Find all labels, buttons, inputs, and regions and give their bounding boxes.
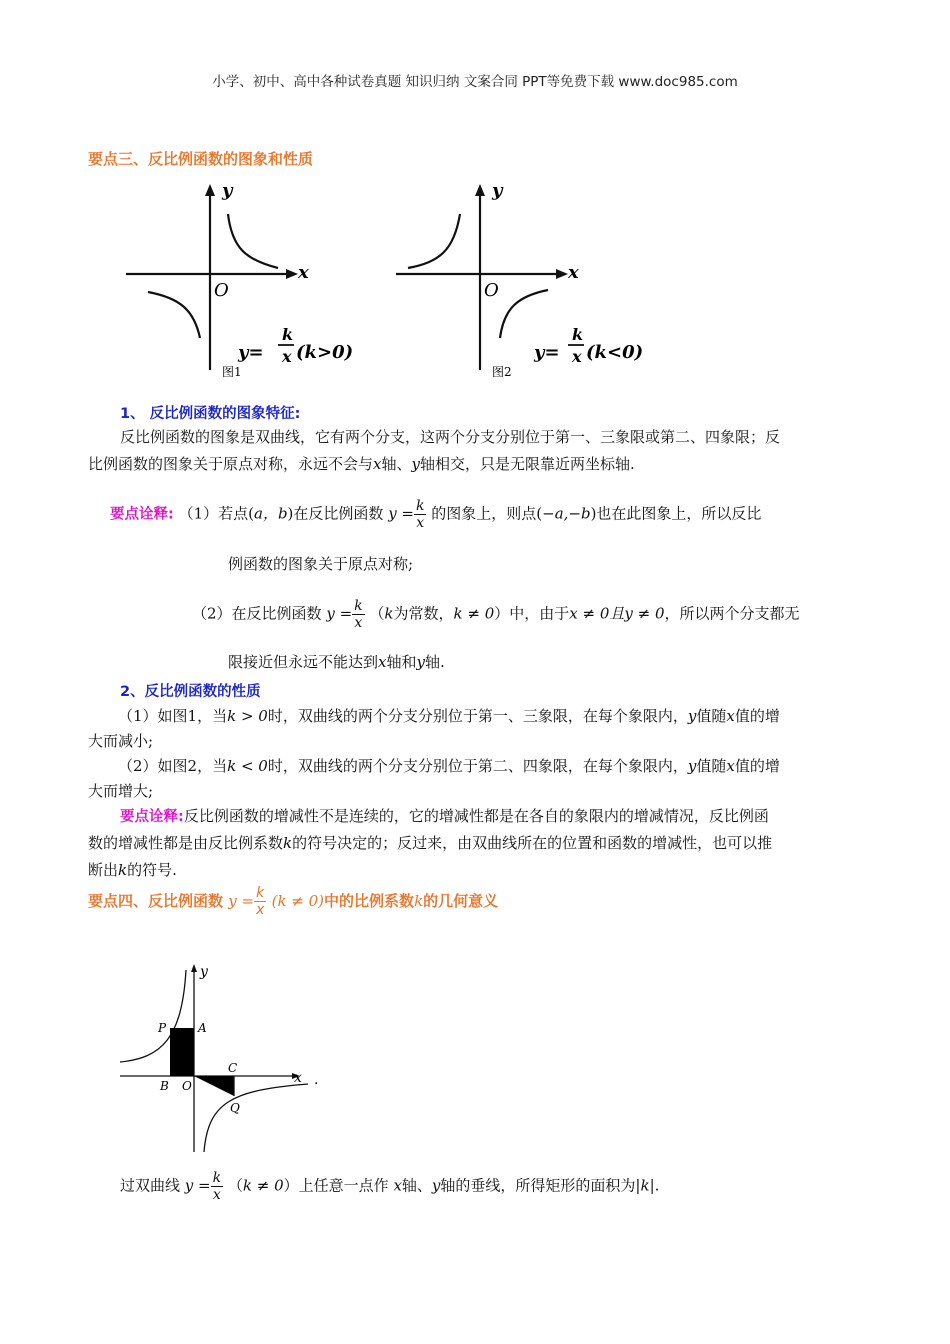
fig3-A-label: A [198, 1021, 207, 1035]
note1-paragraph2-cont: 限接近但永远不能达到x轴和y轴. [228, 653, 445, 671]
note1-fraction: $\frac{k}{x}$ [416, 498, 425, 531]
section4-caption: 过双曲线 y = $\frac{k}{x}$ （k ≠ 0）上任意一点作 x轴、y轴的垂线，所得矩形的面积为|k|. [120, 1170, 660, 1203]
figure-1-hyperbola-k-positive [118, 178, 368, 378]
section4-title: 要点四、反比例函数 y = $\frac{k}{x}$ (k ≠ 0)中的比例系数k的几何意义 [88, 885, 499, 918]
fig1-y-label: y [222, 180, 233, 201]
note1-paragraph1-cont: 例函数的图象关于原点对称; [228, 555, 414, 573]
fig2-eq-lhs: y= [534, 342, 560, 363]
properties-p2-cont: 大而增大; [88, 782, 154, 800]
note2-label: 要点诠释: [120, 809, 184, 825]
fig3-C-label: C [228, 1061, 238, 1075]
note1-label: 要点诠释: [110, 506, 174, 523]
rectangle-PABO [170, 1028, 194, 1076]
fig1-origin-label: O [214, 280, 229, 301]
fig3-x-label: x [294, 1070, 302, 1086]
note1-paragraph2: （2）在反比例函数 y = $\frac{k}{x}$ （k为常数，k ≠ 0）中，由于x ≠ 0且y ≠ 0，所以两个分支都无 [192, 598, 800, 631]
fig2-eq-num: k [572, 325, 584, 344]
note2-line3: 断出k的符号. [88, 861, 177, 879]
figure-2-hyperbola-k-negative [388, 178, 658, 378]
fig1-eq-num: k [282, 325, 294, 344]
fig1-eq-cond: (k>0) [296, 342, 354, 363]
properties-p2: （2）如图2，当k < 0时，双曲线的两个分支分别位于第二、四象限，在每个象限内，y值随x值的增 [118, 757, 780, 775]
features-line1: 反比例函数的图象是双曲线，它有两个分支，这两个分支分别位于第一、三象限或第二、四象限；反 [120, 428, 781, 446]
fig2-origin-label: O [484, 280, 499, 301]
fig3-Q-label: Q [230, 1101, 240, 1115]
fig3-y-label: y [200, 964, 208, 980]
properties-p1: （1）如图1，当k > 0时，双曲线的两个分支分别位于第一、三象限，在每个象限内，y值随x值的增 [118, 707, 780, 725]
page-header: 小学、初中、高中各种试卷真题 知识归纳 文案合同 PPT等免费下载 www.doc985.com [212, 74, 738, 90]
fig1-eq-lhs: y= [238, 342, 264, 363]
fig3-B-label: B [160, 1079, 169, 1093]
fig1-caption: 图1 [222, 365, 242, 378]
properties-heading: 2、反比例函数的性质 [120, 684, 261, 700]
triangle-OCQ [194, 1076, 234, 1096]
fig1-x-label: x [298, 262, 309, 283]
features-line2: 比例函数的图象关于原点对称，永远不会与x轴、y轴相交，只是无限靠近两坐标轴. [88, 455, 635, 473]
fig3-O-label: O [182, 1079, 192, 1093]
fig1-eq-den: x [282, 347, 292, 366]
fig2-caption: 图2 [492, 365, 512, 378]
fig2-x-label: x [568, 262, 579, 283]
fig2-eq-cond: (k<0) [586, 342, 644, 363]
note2-line2: 数的增减性都是由反比例系数k的符号决定的；反过来，由双曲线所在的位置和函数的增减性，也可以推 [88, 834, 773, 852]
features-heading: 1、 反比例函数的图象特征: [120, 406, 301, 422]
note1-paragraph1: 要点诠释: （1）若点(a，b)在反比例函数 y = $\frac{k}{x}$ 的图象上，则点(−a,−b)也在此图象上，所以反比 [110, 498, 762, 531]
fig3-dot: . [314, 1072, 319, 1088]
properties-p1-cont: 大而减小; [88, 732, 154, 750]
figure-k-geometric-meaning [112, 962, 332, 1158]
section3-title: 要点三、反比例函数的图象和性质 [88, 150, 314, 168]
fig2-y-label: y [492, 180, 503, 201]
fig3-P-label: P [158, 1021, 167, 1035]
fig2-eq-den: x [572, 347, 582, 366]
note2-line1: 要点诠释:反比例函数的增减性不是连续的，它的增减性都是在各自的象限内的增减情况，反比例函 [120, 807, 769, 825]
